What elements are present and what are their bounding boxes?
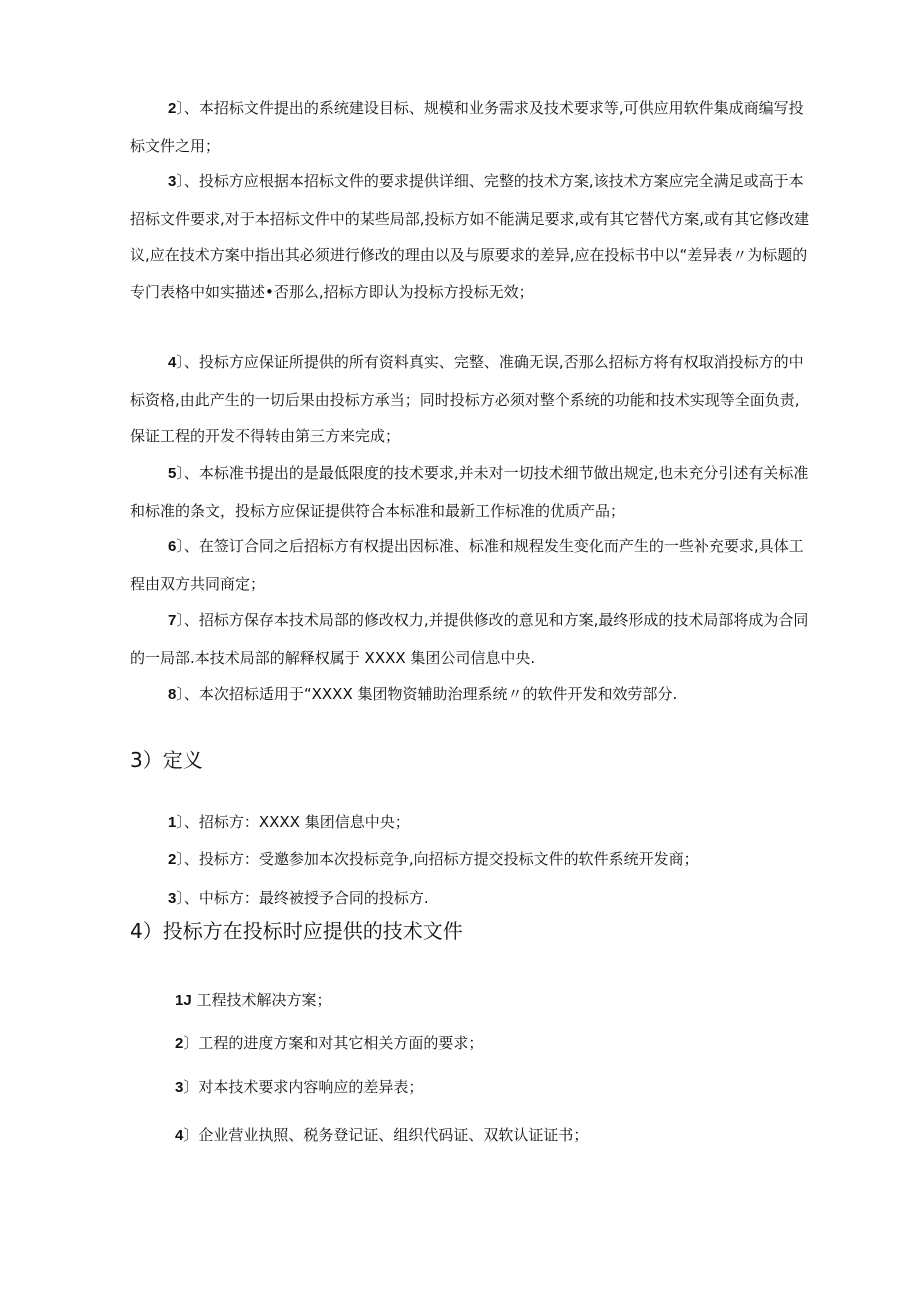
paragraph-item-8 <box>130 676 810 714</box>
item-text: 〕、本次招标适用于“XXXX 集团物资辅助治理系统〃的软件开发和效劳部分. <box>176 685 678 703</box>
paragraph-item-2 <box>130 90 810 164</box>
item-text: 工程技术解决方案； <box>191 991 332 1009</box>
item-number: 1J <box>175 992 192 1009</box>
paragraph-item-7 <box>130 602 810 676</box>
section-heading-definitions: 3）定义 <box>130 748 203 772</box>
item-text: 〕工程的进度方案和对其它相关方面的要求； <box>183 1034 484 1052</box>
item-number: 3 <box>175 1079 184 1096</box>
paragraph-item-5 <box>130 455 810 529</box>
document-item-2 <box>175 1031 483 1056</box>
item-text: 〕、在签订合同之后招标方有权提出因标准、标准和规程发生变化而产生的一些补充要求,具体工程由双方共同商定； <box>130 537 804 593</box>
item-number: 6 <box>168 538 177 555</box>
item-number: 4 <box>175 1127 184 1144</box>
item-number: 4 <box>168 354 177 371</box>
item-text: 〕、投标方应保证所提供的所有资料真实、完整、准确无误,否那么招标方将有权取消投标方的中标资格,由此产生的一切后果由投标方承当；同时投标方必须对整个系统的功能和技术实现等全面负责,保证工程的开发不得转由第三方来完成； <box>130 353 804 445</box>
paragraph-item-4 <box>130 344 810 455</box>
item-text: 〕、招标方保存本技术局部的修改权力,并提供修改的意见和方案,最终形成的技术局部将成为合同的一局部.本技术局部的解释权属于 XXXX 集团公司信息中央. <box>130 611 809 667</box>
item-number: 2 <box>168 100 177 117</box>
item-text: 〕、投标方应根据本招标文件的要求提供详细、完整的技术方案,该技术方案应完全满足或高于本招标文件要求,对于本招标文件中的某些局部,投标方如不能满足要求,或有其它替代方案,或有其它修改建议,应在技术方案中指出其必须进行修改的理由以及与原要求的差异,应在投标书中以“差异表〃为标题的专门表格中如实描述•否那么,招标方即认为投标方投标无效； <box>130 172 810 301</box>
item-number: 5 <box>168 465 177 482</box>
item-number: 8 <box>168 686 177 703</box>
item-text: 〕对本技术要求内容响应的差异表； <box>183 1078 424 1096</box>
item-text: 〕、招标方：XXXX 集团信息中央； <box>176 813 410 831</box>
item-number: 2 <box>168 851 177 868</box>
item-text: 〕企业营业执照、税务登记证、组织代码证、双软认证证书； <box>183 1126 589 1144</box>
section-heading-technical-documents: 4）投标方在投标时应提供的技术文件 <box>130 919 463 943</box>
item-number: 2 <box>175 1035 184 1052</box>
item-number: 3 <box>168 890 177 907</box>
item-number: 3 <box>168 173 177 190</box>
definition-item-2 <box>168 847 699 872</box>
item-number: 7 <box>168 612 177 629</box>
document-item-1 <box>175 988 331 1013</box>
item-text: 〕、投标方：受邀参加本次投标竞争,向招标方提交投标文件的软件系统开发商； <box>176 850 699 868</box>
document-item-4 <box>175 1123 588 1148</box>
paragraph-item-3 <box>130 163 810 310</box>
item-text: 〕、本招标文件提出的系统建设目标、规模和业务需求及技术要求等,可供应用软件集成商编写投标文件之用； <box>130 99 804 155</box>
definition-item-1 <box>168 810 410 835</box>
document-item-3 <box>175 1075 423 1100</box>
item-text: 〕、本标准书提出的是最低限度的技术要求,并未对一切技术细节做出规定,也未充分引述有关标准和标准的条文，投标方应保证提供符合本标准和最新工作标准的优质产品； <box>130 464 809 520</box>
definition-item-3 <box>168 886 429 911</box>
item-number: 1 <box>168 814 177 831</box>
item-text: 〕、中标方：最终被授予合同的投标方. <box>176 889 429 907</box>
paragraph-item-6 <box>130 528 810 602</box>
